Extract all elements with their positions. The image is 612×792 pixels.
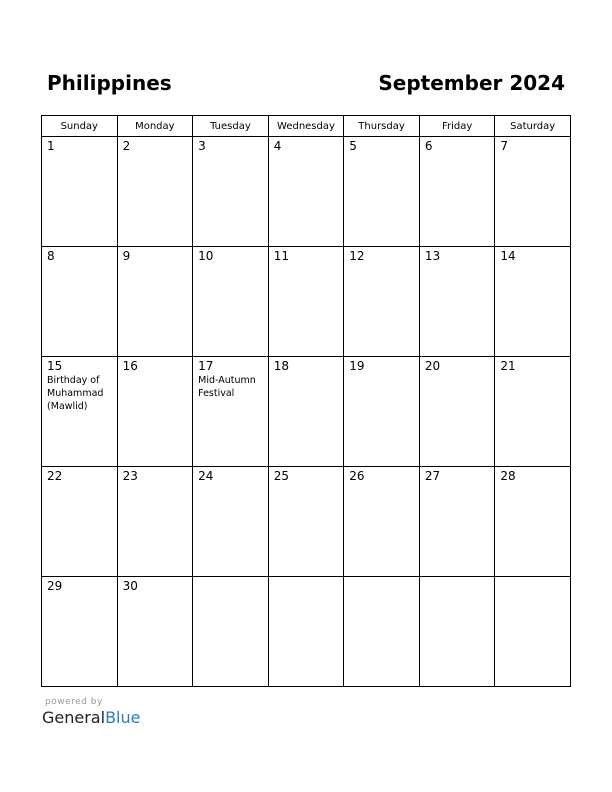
day-cell [193,137,269,247]
weekday-header: Saturday [495,116,571,137]
day-number: 9 [122,249,131,263]
weekday-header-row [42,116,571,137]
holiday-label: Birthday of Muhammad (Mawlid) [47,375,104,412]
powered-by-text: powered by [45,697,103,707]
weekday-header: Sunday [42,116,118,137]
day-number: 7 [500,139,509,153]
day-number: 17 [198,359,214,373]
day-cell [268,357,344,467]
day-cell [42,357,118,467]
day-number: 8 [47,249,55,263]
day-number: 16 [122,359,138,373]
day-cell [419,247,495,357]
day-cell [117,247,193,357]
day-cell [117,577,193,687]
day-cell [495,247,571,357]
day-cell [42,137,118,247]
day-number: 1 [47,139,55,153]
day-cell [42,577,118,687]
day-number: 19 [349,359,365,373]
day-number: 22 [47,469,63,483]
day-number: 23 [122,469,138,483]
day-cell [268,247,344,357]
country-title: Philippines [47,71,172,95]
day-cell [419,357,495,467]
day-cell [193,577,269,687]
week-row [42,357,571,467]
day-cell [419,137,495,247]
day-cell [495,577,571,687]
weekday-header: Monday [117,116,193,137]
day-number: 5 [349,139,357,153]
week-row [42,247,571,357]
day-cell [193,357,269,467]
day-cell [344,137,420,247]
day-number: 18 [273,359,289,373]
day-cell [268,137,344,247]
week-row [42,577,571,687]
day-cell [495,467,571,577]
logo-general-text: General [42,708,106,727]
day-cell [344,577,420,687]
day-number: 3 [198,139,206,153]
weekday-header: Tuesday [193,116,269,137]
day-cell [344,467,420,577]
day-cell [344,247,420,357]
day-number: 25 [273,469,289,483]
day-cell [344,357,420,467]
day-number: 4 [273,139,282,153]
day-cell [117,467,193,577]
day-number: 24 [198,469,214,483]
day-cell [117,357,193,467]
day-cell [268,577,344,687]
day-number: 13 [424,249,441,263]
day-number: 12 [349,249,365,263]
day-number: 11 [273,249,289,263]
holiday-label: Mid-Autumn Festival [198,375,256,399]
weekday-header: Friday [419,116,495,137]
weekday-header: Thursday [344,116,420,137]
day-cell [268,467,344,577]
logo-blue-text: Blue [105,708,141,727]
day-cell [495,137,571,247]
day-cell [419,467,495,577]
day-cell [42,467,118,577]
day-number: 27 [424,469,441,483]
day-cell [193,247,269,357]
day-cell [117,137,193,247]
weekday-header: Wednesday [268,116,344,137]
day-cell [495,357,571,467]
week-row [42,137,571,247]
day-number: 30 [122,579,138,593]
day-number: 29 [47,579,63,593]
day-number: 21 [500,359,516,373]
day-number: 26 [349,469,365,483]
generalblue-logo[interactable] [42,708,140,727]
day-cell [42,247,118,357]
month-title: September 2024 [378,71,565,95]
day-cell [193,467,269,577]
day-number: 10 [198,249,214,263]
day-number: 28 [500,469,516,483]
day-number: 6 [424,139,433,153]
day-number: 14 [500,249,516,263]
day-number: 2 [122,139,131,153]
week-row [42,467,571,577]
day-cell [419,577,495,687]
day-number: 20 [424,359,441,373]
calendar-grid [41,115,571,687]
day-number: 15 [47,359,63,373]
